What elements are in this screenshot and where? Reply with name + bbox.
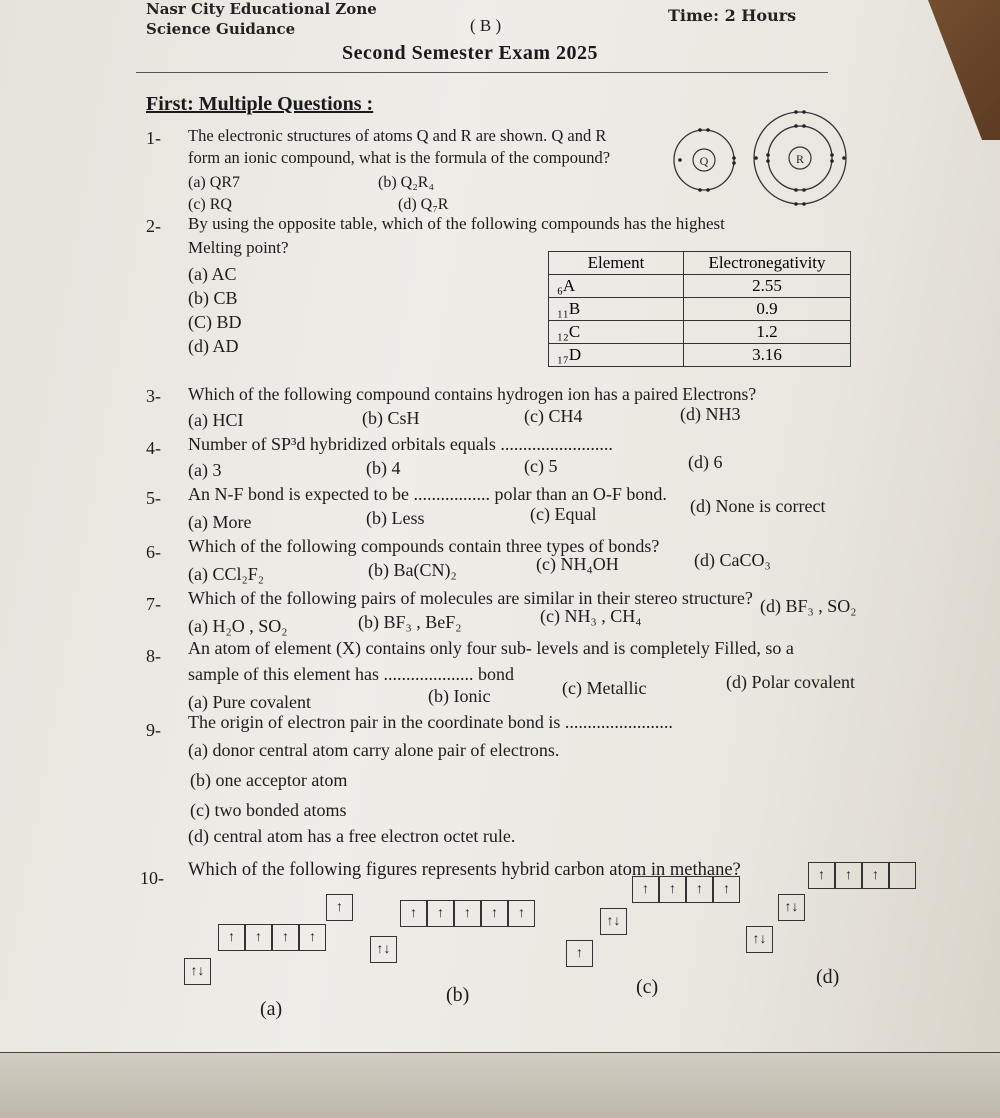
q2-option-a: (a) AC <box>188 264 237 284</box>
header-rule <box>136 72 828 73</box>
q7-option-d: (d) BF₃ , SO₂ <box>760 596 857 616</box>
figure-b-label: (b) <box>446 984 470 1006</box>
q4-option-b: (b) 4 <box>366 458 401 478</box>
q3-option-b: (b) CsH <box>362 408 420 428</box>
q8-option-d: (d) Polar covalent <box>726 672 855 692</box>
orbital-box: ↑ <box>400 900 427 927</box>
q5-option-c: (c) Equal <box>530 504 597 524</box>
q3-text: Which of the following compound contains hydrogen ion has a paired Electrons? <box>188 384 757 404</box>
orbital-box: ↑ <box>427 900 454 927</box>
exam-title: Second Semester Exam 2025 <box>342 42 598 64</box>
q4-option-a: (a) 3 <box>188 460 222 480</box>
q3-option-c: (c) CH4 <box>524 406 583 426</box>
orbital-box: ↑ <box>454 900 481 927</box>
figure-a-orbital-top <box>326 894 353 921</box>
q9-option-c: (c) two bonded atoms <box>190 800 347 820</box>
table-value: 2.55 <box>684 275 851 298</box>
q5-text: An N-F bond is expected to be ................. polar than an O-F bond. <box>188 484 667 504</box>
q9-option-d: (d) central atom has a free electron octet rule. <box>188 826 516 846</box>
table-element: ₁₂C <box>549 321 684 344</box>
orbital-box: ↑ <box>326 894 353 921</box>
orbital-box: ↑ <box>566 940 593 967</box>
q1-option-b: (b) Q₂R₄ <box>378 174 435 191</box>
table-value: 1.2 <box>684 321 851 344</box>
figure-d-label: (d) <box>816 966 840 988</box>
q9-option-a: (a) donor central atom carry alone pair of electrons. <box>188 740 560 760</box>
figure-c-label: (c) <box>636 976 659 998</box>
figure-d-orbital-bottom <box>746 926 773 953</box>
q2-option-b: (b) CB <box>188 288 238 308</box>
electronegativity-table <box>548 251 851 367</box>
figure-d-orbital-top <box>808 862 916 889</box>
orbital-box: ↑ <box>632 876 659 903</box>
orbital-box: ↑↓ <box>600 908 627 935</box>
orbital-box: ↑↓ <box>184 958 211 985</box>
q10-text: Which of the following figures represents hybrid carbon atom in methane? <box>188 860 741 880</box>
q8-text-2: sample of this element has .................... bond <box>188 664 514 684</box>
atom-q-diagram <box>674 128 736 192</box>
q1-option-c: (c) RQ <box>188 196 232 213</box>
orbital-box: ↑ <box>659 876 686 903</box>
q3-option-d: (d) NH3 <box>680 404 741 424</box>
figure-a-orbital-mid <box>218 924 326 951</box>
orbital-box: ↑ <box>835 862 862 889</box>
table-value: 0.9 <box>684 298 851 321</box>
q1-option-a: (a) QR7 <box>188 174 240 191</box>
q3-option-a: (a) HCI <box>188 410 244 430</box>
orbital-box <box>889 862 916 889</box>
q7-text: Which of the following pairs of molecules are similar in their stereo structure? <box>188 588 753 608</box>
q8-option-a: (a) Pure covalent <box>188 692 311 712</box>
q8-text-1: An atom of element (X) contains only four sub- levels and is completely Filled, so a <box>188 638 794 658</box>
figure-d-orbital-mid <box>778 894 805 921</box>
page-bottom-edge <box>0 1052 1000 1118</box>
atom-r-diagram <box>754 110 846 206</box>
q5-option-d: (d) None is correct <box>690 496 826 516</box>
q5-number: 5- <box>146 488 161 508</box>
table-element: ₁₇D <box>549 344 684 367</box>
q4-option-c: (c) 5 <box>524 456 558 476</box>
q4-text: Number of SP³d hybridized orbitals equals ......................... <box>188 434 613 454</box>
orbital-box: ↑↓ <box>778 894 805 921</box>
q6-option-b: (b) Ba(CN)₂ <box>368 560 457 580</box>
figure-a-orbital-bottom <box>184 958 211 985</box>
q2-text-1: By using the opposite table, which of the following compounds has the highest <box>188 214 725 233</box>
q5-option-b: (b) Less <box>366 508 425 528</box>
q7-number: 7- <box>146 594 161 614</box>
table-element: ₆A <box>549 275 684 298</box>
q4-number: 4- <box>146 438 161 458</box>
q8-option-b: (b) Ionic <box>428 686 491 706</box>
q3-number: 3- <box>146 386 161 406</box>
orbital-box: ↑ <box>508 900 535 927</box>
table-header-element: Element <box>549 252 684 275</box>
q6-option-d: (d) CaCO₃ <box>694 550 771 570</box>
q6-text: Which of the following compounds contain three types of bonds? <box>188 536 660 556</box>
orbital-box: ↑ <box>808 862 835 889</box>
table-header-electronegativity: Electronegativity <box>684 252 851 275</box>
orbital-box: ↑ <box>481 900 508 927</box>
q8-option-c: (c) Metallic <box>562 678 647 698</box>
q5-option-a: (a) More <box>188 512 252 532</box>
figure-b-orbital-bottom <box>370 936 397 963</box>
orbital-box: ↑ <box>862 862 889 889</box>
exam-time: Time: 2 Hours <box>668 6 797 25</box>
table-value: 3.16 <box>684 344 851 367</box>
orbital-box: ↑ <box>299 924 326 951</box>
q7-option-c: (c) NH₃ , CH₄ <box>540 606 642 626</box>
figure-c-orbital-mid <box>600 908 627 935</box>
orbital-box: ↑ <box>218 924 245 951</box>
q6-option-c: (c) NH₄OH <box>536 554 619 574</box>
q1-text-2: form an ionic compound, what is the formula of the compound? <box>188 148 611 167</box>
q4-option-d: (d) 6 <box>688 452 723 472</box>
figure-b-orbital-top <box>400 900 535 927</box>
atom-diagram <box>670 108 850 208</box>
q10-number: 10- <box>140 868 164 888</box>
q1-number: 1- <box>146 128 161 148</box>
q9-number: 9- <box>146 720 161 740</box>
q2-text-2: Melting point? <box>188 238 289 257</box>
figure-c-orbital-top <box>632 876 740 903</box>
q2-number: 2- <box>146 216 161 236</box>
q9-option-b: (b) one acceptor atom <box>190 770 348 790</box>
q9-text: The origin of electron pair in the coordinate bond is ........................ <box>188 712 673 732</box>
exam-version: ( B ) <box>470 16 502 35</box>
orbital-box: ↑↓ <box>370 936 397 963</box>
school-name: Nasr City Educational Zone <box>146 0 377 18</box>
figure-a-label: (a) <box>260 998 283 1020</box>
atom-q-label: Q <box>699 154 709 168</box>
q8-number: 8- <box>146 646 161 666</box>
table-element: ₁₁B <box>549 298 684 321</box>
orbital-box: ↑ <box>713 876 740 903</box>
figure-c-orbital-bottom <box>566 940 593 967</box>
q7-option-b: (b) BF₃ , BeF₂ <box>358 612 462 632</box>
q2-option-d: (d) AD <box>188 336 239 356</box>
orbital-box: ↑ <box>272 924 299 951</box>
q6-option-a: (a) CCl₂F₂ <box>188 564 265 584</box>
q7-option-a: (a) H₂O , SO₂ <box>188 616 288 636</box>
department: Science Guidance <box>146 20 296 38</box>
q2-option-c: (C) BD <box>188 312 242 332</box>
atom-r-label: R <box>795 152 805 166</box>
q6-number: 6- <box>146 542 161 562</box>
orbital-box: ↑ <box>245 924 272 951</box>
orbital-box: ↑ <box>686 876 713 903</box>
section-title: First: Multiple Questions : <box>146 93 374 115</box>
orbital-box: ↑↓ <box>746 926 773 953</box>
q1-text-1: The electronic structures of atoms Q and R are shown. Q and R <box>188 126 607 145</box>
q1-option-d: (d) Q₇R <box>398 196 449 213</box>
